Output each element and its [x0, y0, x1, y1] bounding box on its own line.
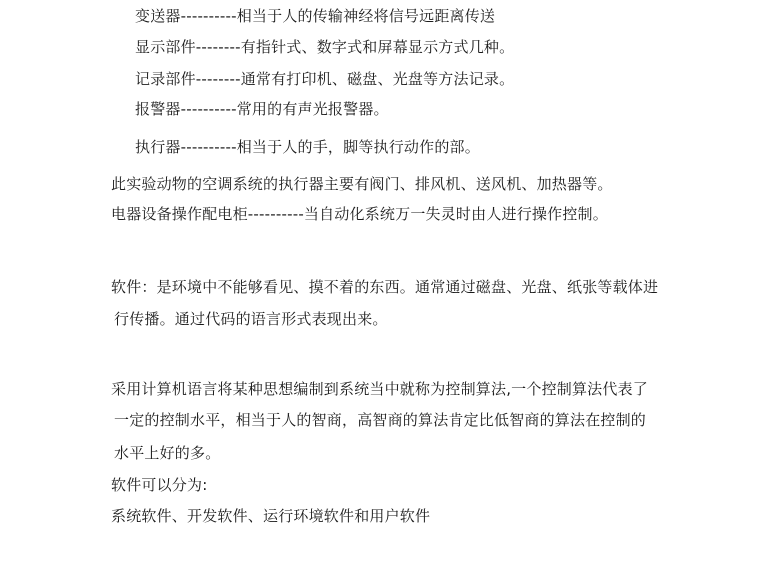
component-transmitter: 变送器----------相当于人的传输神经将信号远距离传送: [135, 7, 496, 25]
algorithm-line-2: 一定的控制水平，相当于人的智商，高智商的算法肯定比低智商的算法在控制的: [114, 411, 647, 429]
actuator-note: 此实验动物的空调系统的执行器主要有阀门、排风机、送风机、加热器等。: [111, 175, 613, 193]
software-definition-line-1: 软件：是环境中不能够看见、摸不着的东西。通常通过磁盘、光盘、纸张等载体进: [111, 278, 659, 296]
software-definition-line-2: 行传播。通过代码的语言形式表现出来。: [114, 310, 388, 328]
component-recorder: 记录部件--------通常有打印机、磁盘、光盘等方法记录。: [135, 70, 515, 88]
component-actuator: 执行器----------相当于人的手，脚等执行动作的部。: [135, 138, 480, 156]
software-types-list: 系统软件、开发软件、运行环境软件和用户软件: [111, 507, 431, 525]
component-display: 显示部件--------有指针式、数字式和屏幕显示方式几种。: [135, 38, 515, 56]
software-types-heading: 软件可以分为:: [111, 476, 208, 494]
algorithm-line-1: 采用计算机语言将某种思想编制到系统当中就称为控制算法,一个控制算法代表了: [111, 380, 648, 398]
cabinet-note: 电器设备操作配电柜----------当自动化系统万一失灵时由人进行操作控制。: [111, 205, 608, 223]
component-alarm: 报警器----------常用的有声光报警器。: [135, 100, 389, 118]
algorithm-line-3: 水平上好的多。: [114, 444, 221, 462]
